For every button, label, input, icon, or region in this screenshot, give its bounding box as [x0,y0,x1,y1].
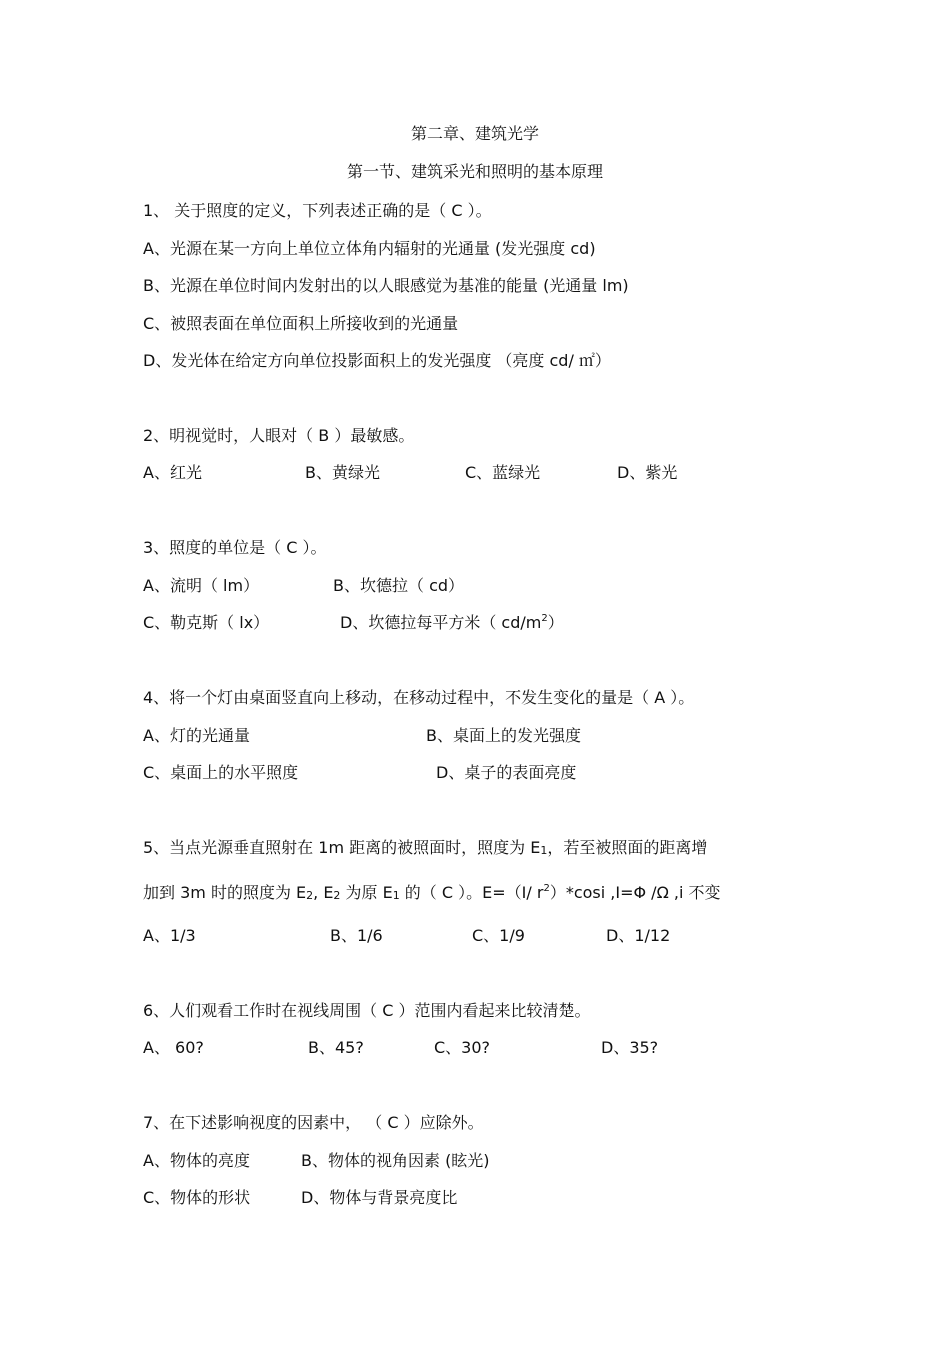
subscript: 1 [392,889,400,902]
question-1-option-a: A、光源在某一方向上单位立体角内辐射的光通量 (发光强度 cd) [143,239,596,258]
question-3-option-c: C、勒克斯（ lx） [143,613,270,632]
question-6-option-c: C、30? [434,1038,491,1057]
subscript: 1 [540,844,548,857]
question-6-option-a: A、 60? [143,1038,204,1057]
question-2-option-a: A、红光 [143,463,202,482]
q5-l2-d: 的（ C ）。E=（I/ r [399,883,544,902]
question-2-option-b: B、黄绿光 [305,463,380,482]
question-6-option-d: D、35? [601,1038,659,1057]
question-5-option-c: C、1/9 [472,926,525,945]
question-1-option-d: D、发光体在给定方向单位投影面积上的发光强度 （亮度 cd/ ㎡） [143,351,611,370]
subscript: 2 [306,889,314,902]
q5-l2-e: ）*cosi ,I=Φ /Ω ,i 不变 [549,883,721,902]
question-5-stem-line-1 [143,838,707,858]
superscript: 2 [543,883,550,894]
question-5-option-d: D、1/12 [606,926,671,945]
question-6-stem: 6、人们观看工作时在视线周围（ C ）范围内看起来比较清楚。 [143,1001,591,1020]
question-3-option-d [340,613,564,633]
question-7-option-a: A、物体的亮度 [143,1151,250,1170]
question-4-option-c: C、桌面上的水平照度 [143,763,299,782]
question-1-option-c: C、被照表面在单位面积上所接收到的光通量 [143,314,459,333]
q5-l1-b: ，若至被照面的距离增 [547,838,708,857]
question-2-option-d: D、紫光 [617,463,678,482]
question-3-option-d-text: D、坎德拉每平方米（ cd/m [340,613,542,632]
question-5-stem-line-2 [143,883,721,903]
subscript: 2 [333,889,341,902]
question-7-option-b: B、物体的视角因素 (眩光) [301,1151,490,1170]
question-2-option-c: C、蓝绿光 [465,463,541,482]
question-4-stem: 4、将一个灯由桌面竖直向上移动，在移动过程中，不发生变化的量是（ A ）。 [143,688,695,707]
question-5-option-b: B、1/6 [330,926,383,945]
question-4-option-b: B、桌面上的发光强度 [426,726,581,745]
q5-l2-c: 为原 E [340,883,393,902]
question-7-option-c: C、物体的形状 [143,1188,251,1207]
section-title: 第一节、建筑采光和照明的基本原理 [346,162,603,181]
q5-l2-b: , E [313,883,334,902]
question-3-option-a: A、流明（ lm） [143,576,260,595]
question-1-option-b: B、光源在单位时间内发射出的以人眼感觉为基准的能量 (光通量 lm) [143,276,629,295]
question-2-stem: 2、明视觉时，人眼对（ B ）最敏感。 [143,426,415,445]
question-3-option-b: B、坎德拉（ cd） [333,576,465,595]
superscript: 2 [541,613,548,624]
question-7-option-d: D、物体与背景亮度比 [301,1188,458,1207]
chapter-title: 第二章、建筑光学 [410,124,539,143]
question-4-option-d: D、桌子的表面亮度 [436,763,577,782]
question-7-stem: 7、在下述影响视度的因素中， （ C ）应除外。 [143,1113,484,1132]
question-4-option-a: A、灯的光通量 [143,726,250,745]
q5-l1-a: 5、当点光源垂直照射在 1m 距离的被照面时，照度为 E [143,838,541,857]
question-6-option-b: B、45? [308,1038,364,1057]
q5-l2-a: 加到 3m 时的照度为 E [143,883,307,902]
question-5-option-a: A、1/3 [143,926,196,945]
question-3-stem: 3、照度的单位是（ C ）。 [143,538,327,557]
question-1-stem: 1、 关于照度的定义，下列表述正确的是（ C ）。 [143,201,492,220]
question-3-option-d-close: ） [547,613,564,632]
